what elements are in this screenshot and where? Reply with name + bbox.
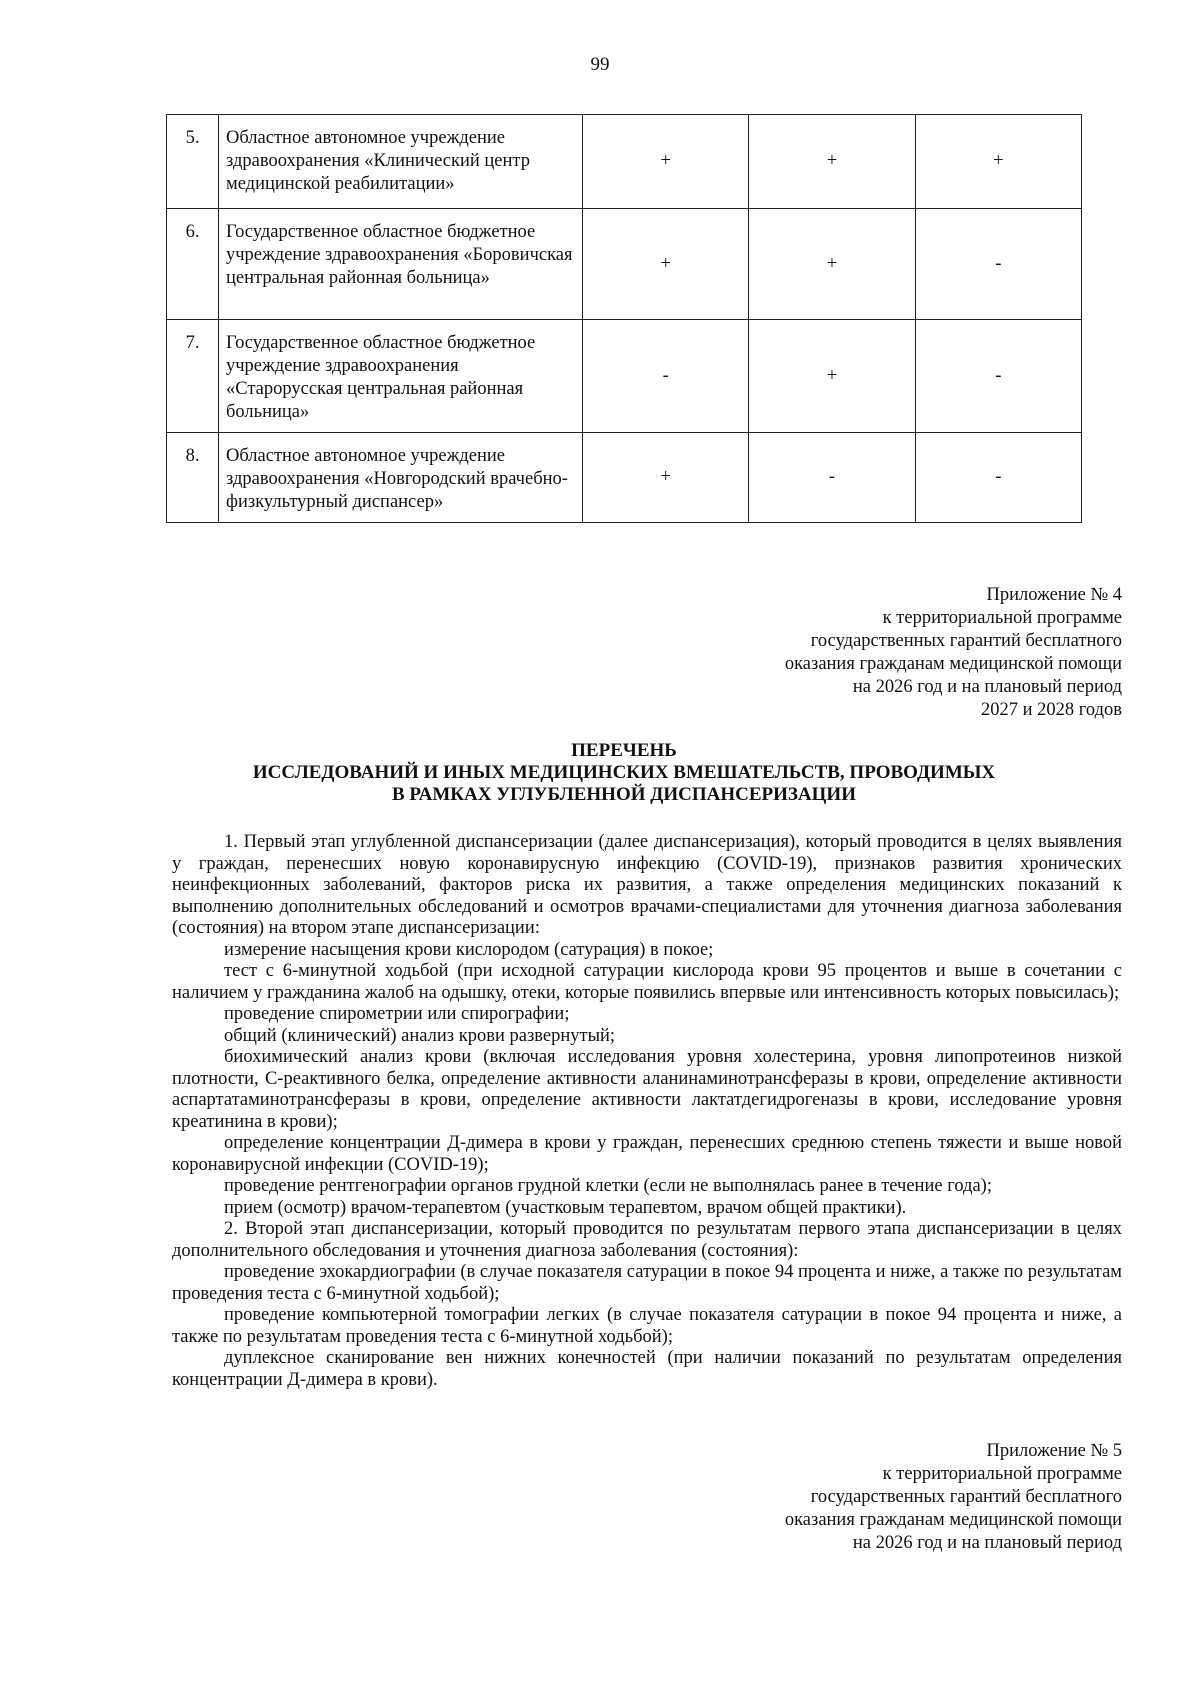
paragraph: общий (клинический) анализ крови развернутый; <box>224 1025 616 1046</box>
appendix-line: к территориальной программе <box>882 1464 1122 1484</box>
mark-cell: - <box>583 320 749 433</box>
table-row <box>167 433 1082 523</box>
row-number: 7. <box>167 320 219 433</box>
appendix-line: к территориальной программе <box>882 608 1122 628</box>
appendix-line: оказания гражданам медицинской помощи <box>784 1510 1122 1530</box>
paragraph: прием (осмотр) врачом-терапевтом (участковым терапевтом, врачом общей практики). <box>224 1197 907 1218</box>
institution-name: Государственное областное бюджетное учреждение здравоохранения «Старорусская центральная районная больница» <box>219 320 583 433</box>
appendix-5-header <box>640 1440 1122 1555</box>
institutions-table <box>166 114 1082 523</box>
mark-cell: + <box>915 115 1081 209</box>
mark-cell: + <box>583 433 749 523</box>
appendix-line: оказания гражданам медицинской помощи <box>784 654 1122 674</box>
row-number: 5. <box>167 115 219 209</box>
mark-cell: + <box>749 115 915 209</box>
appendix-line: государственных гарантий бесплатного <box>810 631 1122 651</box>
paragraph: дуплексное сканирование вен нижних конечностей (при наличии показаний по результатам определения концентрации Д-димера в крови). <box>172 1348 1122 1390</box>
appendix-line: на 2026 год и на плановый период <box>852 677 1122 697</box>
appendix-line: государственных гарантий бесплатного <box>810 1487 1122 1507</box>
mark-cell: - <box>749 433 915 523</box>
mark-cell: - <box>915 433 1081 523</box>
title-line: ПЕРЕЧЕНЬ <box>571 740 677 761</box>
mark-cell: + <box>583 115 749 209</box>
title-line: ИССЛЕДОВАНИЙ И ИНЫХ МЕДИЦИНСКИХ ВМЕШАТЕЛЬСТВ, ПРОВОДИМЫХ <box>252 762 996 783</box>
mark-cell: + <box>583 209 749 320</box>
mark-cell: - <box>915 320 1081 433</box>
mark-cell: + <box>749 209 915 320</box>
paragraph: биохимический анализ крови (включая исследования уровня холестерина, уровня липопротеинов низкой плотности, С-реактивного белка, определение активности аланинаминотрансферазы в крови, определение активности аспартатаминотрансферазы в крови, определение активности лактатдегидрогеназы в крови, исследование уровня креатинина в крови); <box>172 1047 1122 1132</box>
mark-cell: + <box>749 320 915 433</box>
mark-cell: - <box>915 209 1081 320</box>
paragraph: тест с 6-минутной ходьбой (при исходной сатурации кислорода крови 95 процентов и выше в сочетании с наличием у гражданина жалоб на одышку, отеки, которые появились впервые или интенсивность которых повысилась); <box>172 961 1122 1003</box>
appendix-line: Приложение № 4 <box>986 585 1122 605</box>
table-row <box>167 209 1082 320</box>
appendix-line: на 2026 год и на плановый период <box>852 1533 1122 1553</box>
paragraph: проведение спирометрии или спирографии; <box>224 1004 570 1024</box>
institution-name: Государственное областное бюджетное учреждение здравоохранения «Боровичская центральная районная больница» <box>219 209 583 320</box>
appendix-4-header <box>640 584 1122 722</box>
page-number: 99 <box>590 54 610 75</box>
row-number: 6. <box>167 209 219 320</box>
paragraph: 1. Первый этап углубленной диспансеризации (далее диспансеризация), который проводится в целях выявления у граждан, перенесших новую коронавирусную инфекцию (COVID-19), признаков развития хронических неинфекционных заболеваний, факторов риска их развития, а также определения медицинских показаний к выполнению дополнительных обследований и осмотров врачами-специалистами для уточнения диагноза заболевания (состояния) на втором этапе диспансеризации: <box>172 832 1122 938</box>
paragraph: измерение насыщения крови кислородом (сатурация) в покое; <box>224 939 714 960</box>
document-title <box>166 740 1082 806</box>
appendix-line: 2027 и 2028 годов <box>980 700 1122 720</box>
paragraph: проведение компьютерной томографии легких (в случае показателя сатурации в покое 94 процента и ниже, а также по результатам проведения теста с 6-минутной ходьбой); <box>172 1305 1122 1347</box>
table-row <box>167 320 1082 433</box>
table-row <box>167 115 1082 209</box>
row-number: 8. <box>167 433 219 523</box>
paragraph: 2. Второй этап диспансеризации, который проводится по результатам первого этапа диспансеризации в целях дополнительного обследования и уточнения диагноза заболевания (состояния): <box>172 1219 1122 1261</box>
body-text <box>172 832 1122 1391</box>
title-line: В РАМКАХ УГЛУБЛЕННОЙ ДИСПАНСЕРИЗАЦИИ <box>392 784 856 805</box>
paragraph: определение концентрации Д-димера в крови у граждан, перенесших среднюю степень тяжести и выше новой коронавирусной инфекции (COVID-19); <box>172 1133 1122 1175</box>
institution-name: Областное автономное учреждение здравоохранения «Клинический центр медицинской реабилитации» <box>219 115 583 209</box>
institution-name: Областное автономное учреждение здравоохранения «Новгородский врачебно-физкультурный диспансер» <box>219 433 583 523</box>
paragraph: проведение эхокардиографии (в случае показателя сатурации в покое 94 процента и ниже, а также по результатам проведения теста с 6-минутной ходьбой); <box>172 1262 1122 1304</box>
paragraph: проведение рентгенографии органов грудной клетки (если не выполнялась ранее в течение года); <box>224 1176 992 1196</box>
appendix-line: Приложение № 5 <box>986 1441 1122 1461</box>
